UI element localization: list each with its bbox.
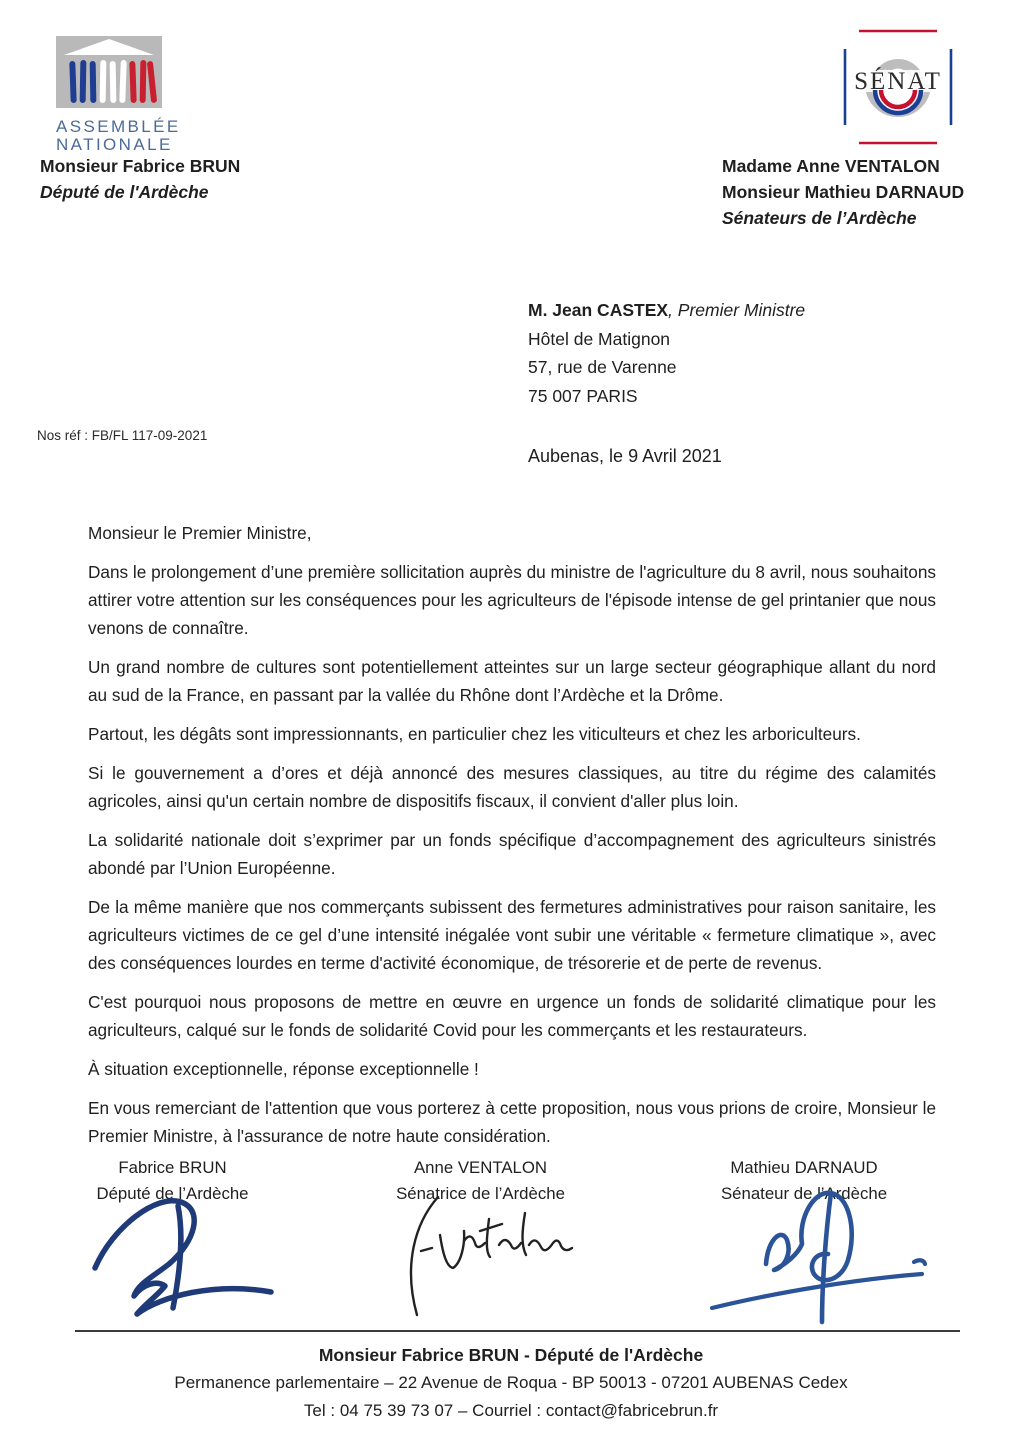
- recipient-address-line2: 57, rue de Varenne: [528, 357, 677, 377]
- signatory-role: Sénatrice de l’Ardèche: [396, 1184, 565, 1203]
- signature-fabrice-brun: [85, 1190, 285, 1340]
- paragraph: De la même manière que nos commerçants subissent des fermetures administratives pour raison sanitaire, les agriculteurs victimes de ce gel d’une intensité inégalée vont subir une véritable « fermeture climatique », avec des conséquences lourdes en terme d'activité économique, de trésorerie et de perte de revenus.: [88, 897, 936, 973]
- paragraph: La solidarité nationale doit s’exprimer par un fonds spécifique d’accompagnement des agriculteurs sinistrés abondé par l’Union Européenne.: [88, 830, 936, 878]
- an-logo-text-line2: NATIONALE: [56, 135, 173, 154]
- signature-mathieu-darnaud: [698, 1178, 933, 1338]
- paragraph: Si le gouvernement a d’ores et déjà annoncé des mesures classiques, au titre du régime des calamités agricoles, ainsi qu'un certain nombre de dispositifs fiscaux, il convient d'aller plus loin.: [88, 763, 936, 811]
- signatory-name: Fabrice BRUN: [118, 1158, 227, 1177]
- salutation: Monsieur le Premier Ministre,: [88, 523, 312, 543]
- sender-left-role: Député de l'Ardèche: [40, 182, 209, 202]
- an-logo-text-line1: ASSEMBLÉE: [56, 117, 181, 136]
- senat-logo: [840, 26, 956, 153]
- paragraph: C'est pourquoi nous proposons de mettre en œuvre en urgence un fonds de solidarité climatique pour les agriculteurs, calqué sur le fonds de solidarité Covid pour les commerçants et les restaurateurs.: [88, 992, 936, 1040]
- sender-left-block: [40, 153, 240, 205]
- footer-contact: Tel : 04 75 39 73 07 – Courriel : contact@fabricebrun.fr: [303, 1401, 719, 1420]
- sender-right-block: [722, 153, 964, 231]
- assemblee-nationale-logo: [56, 36, 181, 154]
- paragraph: Partout, les dégâts sont impressionnants, en particulier chez les viticulteurs et chez les arboriculteurs.: [88, 724, 861, 744]
- signatory-role: Sénateur de l’Ardèche: [720, 1184, 888, 1203]
- sender-right-name2: Monsieur Mathieu DARNAUD: [722, 182, 965, 202]
- paragraph: À situation exceptionnelle, réponse exceptionnelle !: [88, 1059, 479, 1079]
- reference-number: Nos réf : FB/FL 117-09-2021: [37, 428, 208, 443]
- footer-divider: [75, 1330, 960, 1332]
- sender-right-role: Sénateurs de l’Ardèche: [722, 208, 917, 228]
- senat-emblem-icon: [840, 26, 956, 148]
- assemblee-nationale-emblem-icon: [56, 36, 162, 108]
- recipient-address-line1: Hôtel de Matignon: [528, 328, 671, 349]
- recipient-name: M. Jean CASTEX: [528, 300, 669, 320]
- signatory-name: Mathieu DARNAUD: [730, 1158, 878, 1177]
- paragraph: Dans le prolongement d’une première sollicitation auprès du ministre de l'agriculture du 8 avril, nous souhaitons attirer votre attention sur les conséquences pour les agriculteurs de l'épisode intense de gel printanier que nous venons de connaître.: [88, 562, 936, 638]
- signatory-role: Député de l’Ardèche: [96, 1184, 249, 1203]
- signature-anne-ventalon: [395, 1193, 575, 1323]
- footer-address: Permanence parlementaire – 22 Avenue de Roqua - BP 50013 - 07201 AUBENAS Cedex: [174, 1373, 848, 1392]
- paragraph: En vous remerciant de l'attention que vous porterez à cette proposition, nous vous prions de croire, Monsieur le Premier Ministre, à l'assurance de notre haute considération.: [88, 1098, 936, 1146]
- senat-logo-text: SÉNAT: [854, 68, 942, 95]
- sender-right-name1: Madame Anne VENTALON: [722, 156, 940, 176]
- recipient-role: , Premier Ministre: [668, 300, 806, 320]
- letter-body: [88, 519, 936, 1161]
- sender-left-name: Monsieur Fabrice BRUN: [40, 156, 241, 176]
- recipient-block: [528, 296, 805, 410]
- signatory-name: Anne VENTALON: [413, 1158, 548, 1177]
- paragraph: Un grand nombre de cultures sont potentiellement atteintes sur un large secteur géographique allant du nord au sud de la France, en passant par la vallée du Rhône dont l’Ardèche et la Drôme.: [88, 657, 936, 705]
- recipient-address-line3: 75 007 PARIS: [528, 385, 638, 406]
- footer: [0, 1341, 1022, 1425]
- footer-deputy-name: Monsieur Fabrice BRUN - Député de l'Ardèche: [318, 1345, 704, 1365]
- dateline: Aubenas, le 9 Avril 2021: [528, 446, 722, 466]
- recipient-name-line: [528, 296, 805, 325]
